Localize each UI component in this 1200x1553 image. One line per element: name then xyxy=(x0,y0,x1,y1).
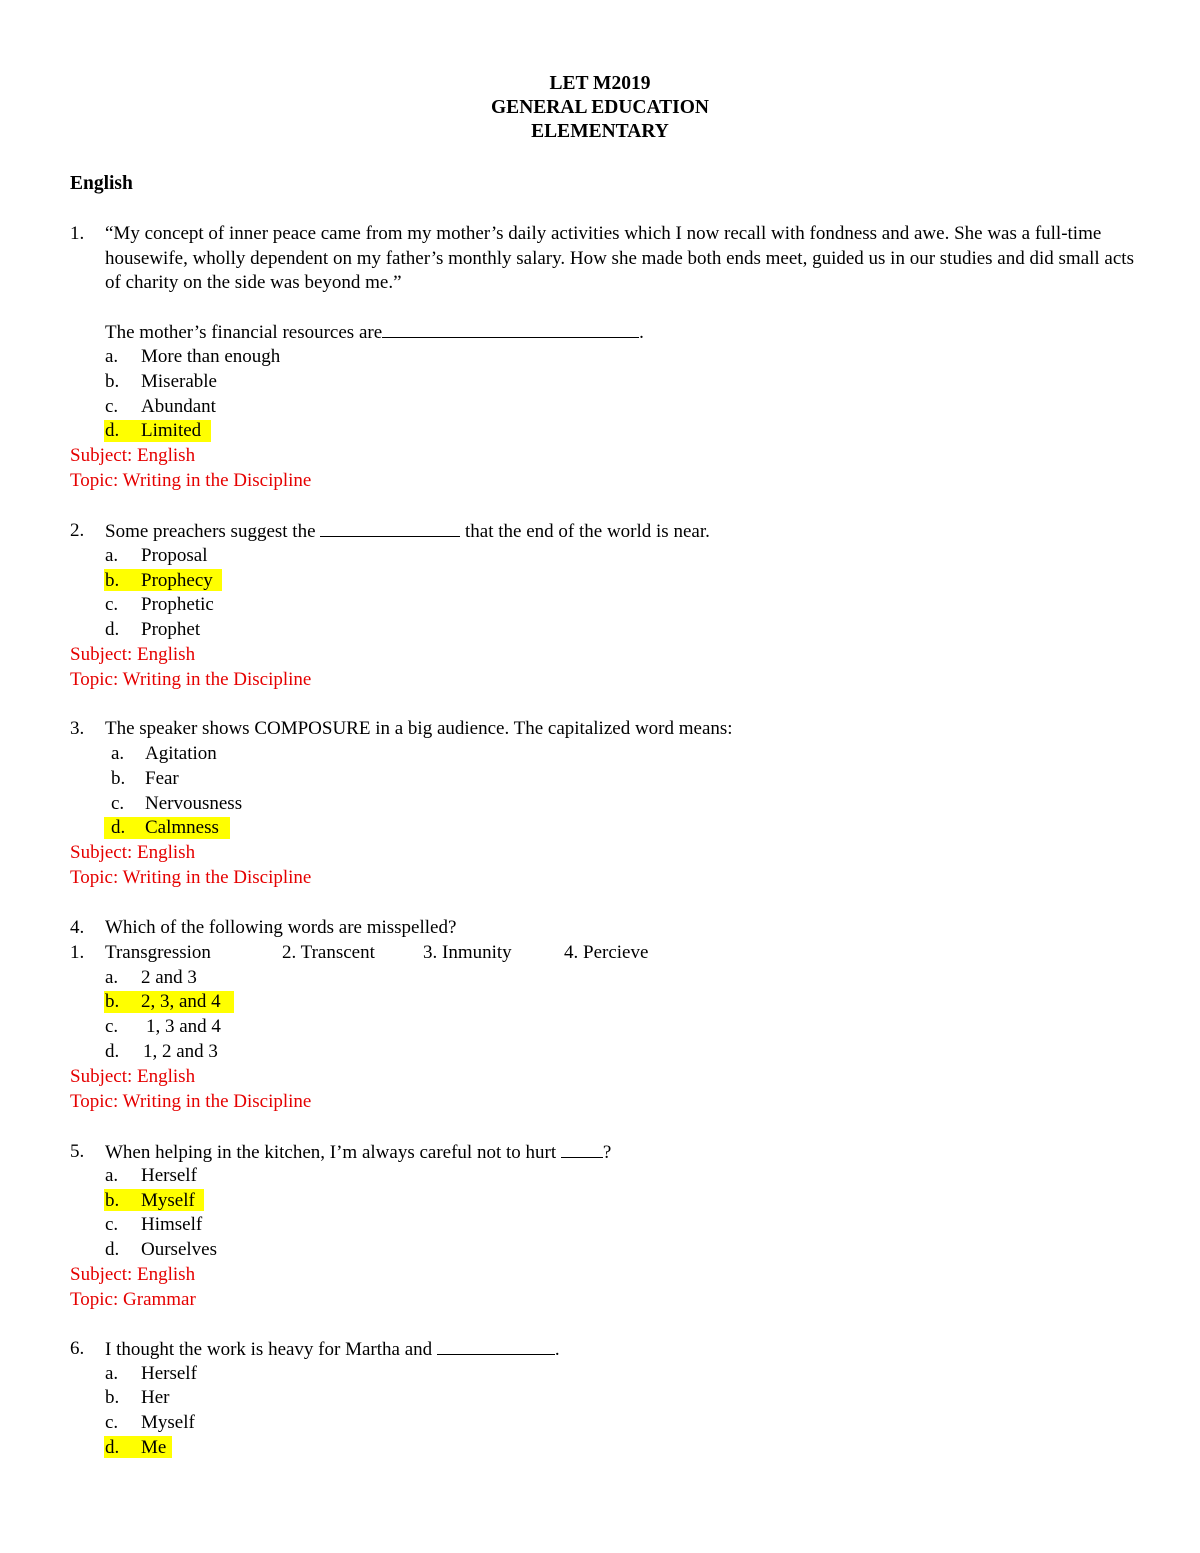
option-letter: a. xyxy=(105,346,119,367)
topic-label: Topic: Writing in the Discipline xyxy=(70,1091,312,1112)
option-letter: d. xyxy=(105,619,120,640)
topic-label: Topic: Writing in the Discipline xyxy=(70,470,312,491)
subject-label: Subject: English xyxy=(70,842,196,863)
word-item: 4. Percieve xyxy=(564,942,649,963)
option-letter: b. xyxy=(105,371,120,392)
question-number: 5. xyxy=(70,1141,85,1162)
answer-blank xyxy=(382,320,639,338)
option-letter: c. xyxy=(105,1412,119,1433)
question-number: 2. xyxy=(70,520,85,541)
option-text: Nervousness xyxy=(145,793,243,814)
question-number: 1. xyxy=(70,223,85,244)
option-text: Fear xyxy=(145,768,179,789)
option-letter: c. xyxy=(111,793,125,814)
doc-title-line-2: GENERAL EDUCATION xyxy=(491,97,709,118)
option-text: Her xyxy=(141,1387,170,1408)
option-letter: d. xyxy=(105,1437,120,1458)
answer-blank xyxy=(561,1140,603,1158)
option-letter: a. xyxy=(111,743,125,764)
word-item: 3. Inmunity xyxy=(423,942,512,963)
doc-title-line-3: ELEMENTARY xyxy=(531,121,669,142)
option-text: Me xyxy=(141,1437,167,1458)
option-letter: d. xyxy=(105,1041,120,1062)
question-number: 3. xyxy=(70,718,85,739)
option-letter: c. xyxy=(105,1016,119,1037)
question-stem: The speaker shows COMPOSURE in a big audience. The capitalized word means: xyxy=(105,718,733,739)
option-letter: a. xyxy=(105,1363,119,1384)
option-text: Miserable xyxy=(141,371,217,392)
option-text: Herself xyxy=(141,1165,197,1186)
option-text: 1, 3 and 4 xyxy=(146,1016,221,1037)
option-text: Prophet xyxy=(141,619,201,640)
option-letter: b. xyxy=(105,1190,120,1211)
option-letter: c. xyxy=(105,1214,119,1235)
question-passage: “My concept of inner peace came from my mother’s daily activities which I now recall with fondness and awe. She was a full-time housewife, wholly dependent on my father’s monthly salary. How she made both ends meet, guided us in our studies and did small acts of charity on the side was beyond me.” xyxy=(105,223,1134,293)
question-stem: Which of the following words are misspelled? xyxy=(105,917,457,938)
option-text: Prophecy xyxy=(141,570,213,591)
option-text: Prophetic xyxy=(141,594,214,615)
option-text: Abundant xyxy=(141,396,216,417)
option-text: 2 and 3 xyxy=(141,967,197,988)
option-letter: a. xyxy=(105,545,119,566)
option-text: Myself xyxy=(141,1412,195,1433)
subject-label: Subject: English xyxy=(70,1264,196,1285)
subject-label: Subject: English xyxy=(70,1066,196,1087)
option-text: Calmness xyxy=(145,817,219,838)
option-letter: a. xyxy=(105,967,119,988)
option-text: Agitation xyxy=(145,743,217,764)
option-text: 1, 2 and 3 xyxy=(143,1041,218,1062)
question-number: 6. xyxy=(70,1338,85,1359)
option-text: 2, 3, and 4 xyxy=(141,991,221,1012)
option-letter: b. xyxy=(105,1387,120,1408)
option-text: Herself xyxy=(141,1363,197,1384)
option-text: Ourselves xyxy=(141,1239,217,1260)
topic-label: Topic: Grammar xyxy=(70,1289,196,1310)
subject-label: Subject: English xyxy=(70,445,196,466)
answer-blank xyxy=(320,519,460,537)
option-letter: c. xyxy=(105,396,119,417)
subject-label: Subject: English xyxy=(70,644,196,665)
option-letter: b. xyxy=(105,991,120,1012)
topic-label: Topic: Writing in the Discipline xyxy=(70,867,312,888)
option-text: Himself xyxy=(141,1214,203,1235)
question-stem: When helping in the kitchen, I’m always careful not to hurt ? xyxy=(105,1142,612,1163)
word-list-number: 1. xyxy=(70,942,85,963)
option-letter: d. xyxy=(111,817,126,838)
word-item: Transgression xyxy=(105,942,211,963)
option-text: Limited xyxy=(141,420,202,441)
option-letter: a. xyxy=(105,1165,119,1186)
option-letter: d. xyxy=(105,420,120,441)
option-text: More than enough xyxy=(141,346,281,367)
question-stem: The mother’s financial resources are . xyxy=(105,322,644,343)
word-item: 2. Transcent xyxy=(282,942,375,963)
question-number: 4. xyxy=(70,917,85,938)
question-stem: Some preachers suggest the that the end of the world is near. xyxy=(105,521,710,542)
option-letter: c. xyxy=(105,594,119,615)
section-heading: English xyxy=(70,173,133,194)
option-letter: b. xyxy=(111,768,126,789)
doc-title-line-1: LET M2019 xyxy=(549,73,651,94)
answer-blank xyxy=(437,1337,555,1355)
option-letter: b. xyxy=(105,570,120,591)
question-stem: I thought the work is heavy for Martha and . xyxy=(105,1339,560,1360)
option-text: Myself xyxy=(141,1190,195,1211)
option-text: Proposal xyxy=(141,545,208,566)
option-letter: d. xyxy=(105,1239,120,1260)
topic-label: Topic: Writing in the Discipline xyxy=(70,669,312,690)
